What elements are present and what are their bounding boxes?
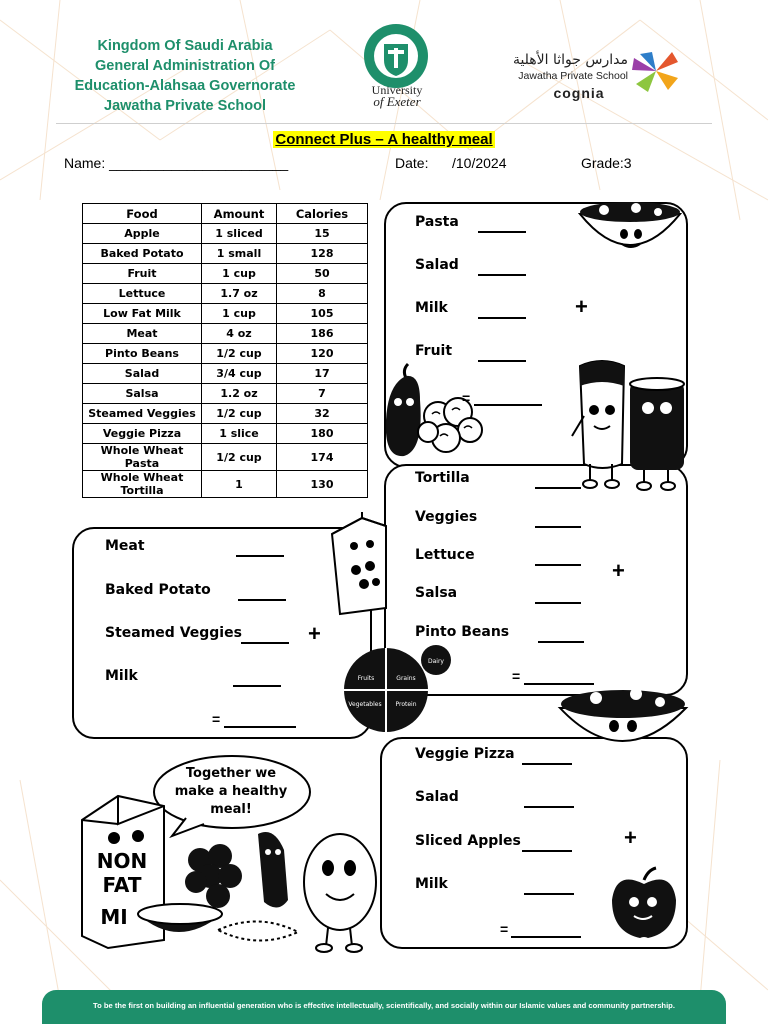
cognia-logo-text: cognia (553, 85, 605, 101)
answer-blank-tortilla[interactable] (535, 487, 581, 489)
answer-blank-salad[interactable] (524, 806, 574, 808)
plus-sign: + (612, 558, 625, 583)
amount-cell: 1/2 cup (202, 344, 277, 364)
answer-blank-salad[interactable] (478, 274, 526, 276)
calories-cell: 15 (277, 224, 368, 244)
plus-sign: + (575, 294, 588, 319)
cup-and-can-characters-illustration (568, 356, 696, 494)
calories-cell: 105 (277, 304, 368, 324)
header-divider (56, 123, 712, 124)
answer-blank-salsa[interactable] (535, 602, 581, 604)
answer-blank-milk[interactable] (233, 685, 281, 687)
food-cell: Low Fat Milk (83, 304, 202, 324)
table-header-row (83, 204, 368, 224)
food-cell: Whole Wheat Pasta (83, 444, 202, 471)
calories-cell: 186 (277, 324, 368, 344)
plate-label-protein: Protein (395, 701, 417, 708)
total-blank-tortilla[interactable] (524, 683, 594, 685)
speech-bubble-text: Together we make a healthy meal! (174, 766, 288, 817)
meal-item-salad: Salad (415, 789, 459, 805)
salad-bowl-illustration (574, 196, 686, 266)
plate-label-grains: Grains (396, 675, 416, 682)
meal-item-pasta: Pasta (415, 214, 459, 230)
meal-item-pinto-beans: Pinto Beans (415, 624, 510, 640)
calorie-table (82, 203, 368, 498)
meal-item-salsa: Salsa (415, 585, 458, 601)
amount-cell: 1.2 oz (202, 384, 277, 404)
amount-cell: 1 small (202, 244, 277, 264)
apple-character-illustration (606, 866, 682, 942)
calories-cell: 130 (277, 471, 368, 498)
meal-item-baked-potato: Baked Potato (105, 582, 211, 598)
meal-item-milk: Milk (415, 300, 448, 316)
table-row (83, 284, 368, 304)
calories-cell: 174 (277, 444, 368, 471)
answer-blank-baked-potato[interactable] (238, 599, 286, 601)
equals-sign: = (462, 390, 471, 406)
name-field[interactable]: Name: _______________________ (64, 155, 289, 171)
university-crest-logo (362, 22, 430, 90)
university-name (350, 84, 444, 108)
calories-cell: 8 (277, 284, 368, 304)
answer-blank-milk[interactable] (524, 893, 574, 895)
amount-cell: 1.7 oz (202, 284, 277, 304)
equals-sign: = (512, 668, 521, 684)
food-cell: Veggie Pizza (83, 424, 202, 444)
column-header-calories: Calories (277, 204, 368, 224)
food-cell: Salsa (83, 384, 202, 404)
school-name-arabic: مدارس جواثا الأهلية (512, 52, 628, 68)
footer-banner (42, 990, 726, 1024)
meal-item-lettuce: Lettuce (415, 547, 475, 563)
answer-blank-milk[interactable] (478, 317, 526, 319)
salad-bowl-character-illustration (556, 678, 690, 756)
food-cell: Whole Wheat Tortilla (83, 471, 202, 498)
meal-item-milk: Milk (415, 876, 448, 892)
worksheet-title (0, 131, 768, 149)
answer-blank-sliced-apples[interactable] (522, 850, 572, 852)
answer-blank-lettuce[interactable] (535, 564, 581, 566)
header-line-2: General Administration Of (95, 58, 275, 74)
plate-label-vegetables: Vegetables (348, 701, 382, 708)
carton-text-non: NON (96, 849, 148, 873)
eggplant-and-broccoli-illustration (380, 360, 484, 466)
plus-sign: + (308, 621, 321, 646)
calories-cell: 50 (277, 264, 368, 284)
food-cell: Salad (83, 364, 202, 384)
meal-item-tortilla: Tortilla (415, 470, 470, 486)
calories-cell: 128 (277, 244, 368, 264)
answer-blank-pasta[interactable] (478, 231, 526, 233)
table-row (83, 471, 368, 498)
answer-blank-pinto-beans[interactable] (538, 641, 584, 643)
total-blank-pasta[interactable] (474, 404, 542, 406)
meal-item-sliced-apples: Sliced Apples (415, 833, 521, 849)
calories-cell: 32 (277, 404, 368, 424)
milk-carton-illustration (326, 512, 392, 618)
carton-text-fat: FAT (102, 873, 142, 897)
grade-label: Grade:3 (581, 155, 632, 171)
table-row (83, 224, 368, 244)
meal-item-salad: Salad (415, 257, 459, 273)
food-cell: Apple (83, 224, 202, 244)
meal-item-veggies: Veggies (415, 509, 478, 525)
calories-cell: 180 (277, 424, 368, 444)
table-row (83, 244, 368, 264)
calories-cell: 7 (277, 384, 368, 404)
calories-cell: 120 (277, 344, 368, 364)
answer-blank-steamed-veggies[interactable] (241, 642, 289, 644)
header-line-3: Education-Alahsaa Governorate (74, 78, 296, 94)
amount-cell: 1 slice (202, 424, 277, 444)
header-line-4: Jawatha Private School (104, 98, 266, 114)
table-row (83, 364, 368, 384)
equals-sign: = (212, 711, 221, 727)
date-label: Date: (395, 155, 429, 171)
amount-cell: 1 (202, 471, 277, 498)
meal-item-meat: Meat (105, 538, 145, 554)
plate-label-dairy: Dairy (428, 658, 444, 665)
plus-sign: + (624, 825, 637, 850)
meal-item-fruit: Fruit (415, 343, 453, 359)
table-row (83, 344, 368, 364)
amount-cell: 1 sliced (202, 224, 277, 244)
amount-cell: 1 cup (202, 304, 277, 324)
date-value: /10/2024 (452, 155, 507, 171)
answer-blank-veggies[interactable] (535, 526, 581, 528)
table-row (83, 444, 368, 471)
table-row (83, 324, 368, 344)
answer-blank-meat[interactable] (236, 555, 284, 557)
amount-cell: 4 oz (202, 324, 277, 344)
column-header-amount: Amount (202, 204, 277, 224)
school-name-english: Jawatha Private School (518, 70, 628, 82)
food-cell: Meat (83, 324, 202, 344)
food-cell: Steamed Veggies (83, 404, 202, 424)
amount-cell: 1/2 cup (202, 444, 277, 471)
ministry-header (60, 36, 310, 116)
meal-item-veggie-pizza: Veggie Pizza (415, 746, 515, 762)
amount-cell: 1/2 cup (202, 404, 277, 424)
meal-item-milk: Milk (105, 668, 138, 684)
total-blank-pizza[interactable] (511, 936, 581, 938)
footer-mission-text: To be the first on building an influential generation who is effective intellectually, scientifically, and socially within our Islamic values and community partnership. (93, 1001, 675, 1010)
food-cell: Pinto Beans (83, 344, 202, 364)
carton-text-mi: MI (100, 905, 128, 929)
myplate-illustration (340, 640, 454, 736)
equals-sign: = (500, 921, 509, 937)
worksheet-title-text: Connect Plus – A healthy meal (275, 131, 493, 148)
table-row (83, 264, 368, 284)
table-row (83, 404, 368, 424)
food-cell: Lettuce (83, 284, 202, 304)
total-blank-meat[interactable] (224, 726, 296, 728)
calories-cell: 17 (277, 364, 368, 384)
food-cell: Baked Potato (83, 244, 202, 264)
university-name-line-1: University (371, 83, 423, 97)
school-logo-block (496, 52, 628, 101)
table-row (83, 304, 368, 324)
answer-blank-fruit[interactable] (478, 360, 526, 362)
table-row (83, 384, 368, 404)
university-name-line-2: of Exeter (373, 94, 421, 109)
table-row (83, 424, 368, 444)
food-cell: Fruit (83, 264, 202, 284)
column-header-food: Food (83, 204, 202, 224)
amount-cell: 3/4 cup (202, 364, 277, 384)
header-line-1: Kingdom Of Saudi Arabia (97, 38, 273, 54)
school-pinwheel-logo (630, 48, 682, 94)
meal-item-steamed-veggies: Steamed Veggies (105, 625, 242, 641)
plate-label-fruits: Fruits (357, 675, 375, 682)
answer-blank-veggie-pizza[interactable] (522, 763, 572, 765)
amount-cell: 1 cup (202, 264, 277, 284)
